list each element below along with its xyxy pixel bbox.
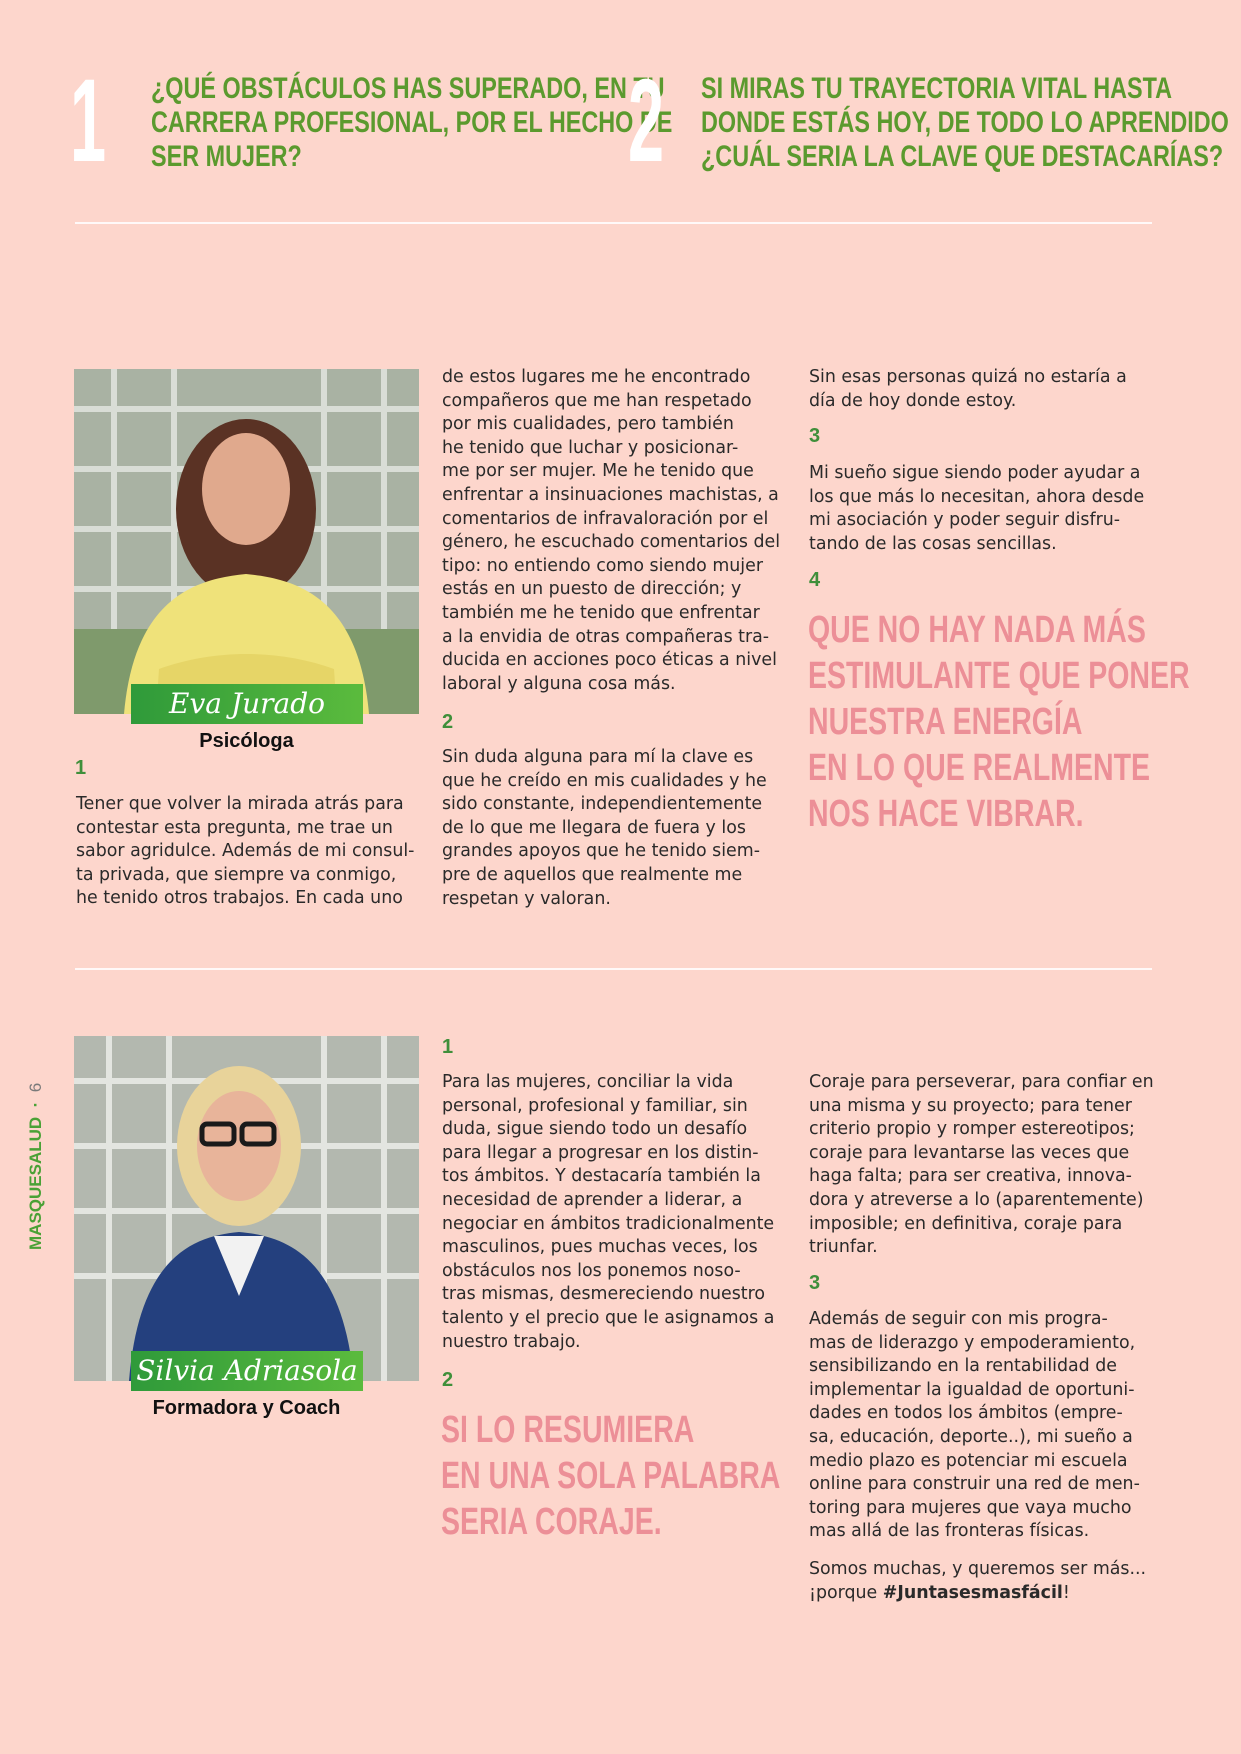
eva-jurado-role: Psicóloga [199,730,294,752]
side-brand: MASQUESALUD · 6 [26,1082,45,1250]
eva-answer-1-label: 1 [75,757,87,779]
header-divider [75,222,1152,224]
eva-answer-2-col3: Sin esas personas quizá no estaría a día de hoy donde estoy. [809,367,1127,411]
closing-prefix: ¡porque [809,1582,883,1603]
silvia-pull-quote: SI LO RESUMIERA EN UNA SOLA PALABRA SERIA CORAJE. [441,1409,781,1543]
silvia-answer-3: Además de seguir con mis progra- mas de liderazgo y empoderamiento, sensibilizando en la rentabilidad de implementar la igualdad de oportuni- dades en todos los ámbitos (empre- sa, educación, deporte..), mi sueño a medio plazo es potenciar mi escuela online para construir una red de men- toring para mujeres que vaya mucho mas allá de las fronteras físicas. [809,1309,1140,1542]
closing-suffix: ! [1062,1582,1070,1603]
silvia-answer-3-label: 3 [809,1272,821,1294]
eva-answer-2: Sin duda alguna para mí la clave es que he creído en mis cualidades y he sido constante, independientemente de lo que me llegara de fuera y los grandes apoyos que he tenido siem- pre de aquellos que realmente me respetan y valoran. [442,747,767,909]
silvia-answer-1-label: 1 [442,1036,454,1058]
eva-pull-quote: QUE NO HAY NADA MÁS ESTIMULANTE QUE PONER NUESTRA ENERGÍA EN LO QUE REALMENTE NOS HACE VIBRAR. [808,609,1190,835]
silvia-closing: Somos muchas, y queremos ser más... ¡porque #Juntasesmasfácil! [809,1559,1147,1603]
question-1-number: 1 [70,55,107,187]
eva-answer-1-col1: Tener que volver la mirada atrás para contestar esta pregunta, me trae un sabor agridulce. Además de mi consul- ta privada, que siempre va conmigo, he tenido otros trabajos. En cada uno [76,794,415,909]
eva-answer-1-col2: de estos lugares me he encontrado compañeros que me han respetado por mis cualidades, pero también he tenido que luchar y posicionar- me por ser mujer. Me he tenido que enfrentar a insinuaciones machistas, a comentarios de infravaloración por el género, he escuchado comentarios del tipo: no entiendo como siendo mujer estás en un puesto de dirección; y también me he tenido que enfrentar a la envidia de otras compañeras tra- ducida en acciones poco éticas a nivel laboral y alguna cosa más. [442,367,781,694]
question-2-number: 2 [628,55,665,187]
section-divider [75,968,1152,970]
silvia-answer-2-label: 2 [442,1369,454,1391]
silvia-adriasola-photo [74,1036,419,1381]
silvia-answer-1: Para las mujeres, conciliar la vida personal, profesional y familiar, sin duda, sigue siendo todo un desafío para llegar a progresar en los distin- tos ámbitos. Y destacaría también la necesidad de aprender a liderar, a negociar en ámbitos tradicionalmente masculinos, pues muchas veces, los obstáculos nos los ponemos noso- tras mismas, desmereciendo nuestro talento y el precio que le asignamos a nuestro trabajo. [442,1072,775,1352]
silvia-adriasola-name: Silvia Adriasola [131,1351,363,1391]
eva-jurado-photo [74,369,419,714]
eva-answer-2-label: 2 [442,711,454,733]
hashtag: #Juntasesmasfácil [882,1582,1063,1603]
silvia-adriasola-role: Formadora y Coach [152,1397,341,1419]
eva-jurado-name: Eva Jurado [131,684,363,724]
eva-answer-3: Mi sueño sigue siendo poder ayudar a los que más lo necesitan, ahora desde mi asociación y poder seguir disfru- tando de las cosas sencillas. [809,463,1145,554]
question-1-text: ¿QUÉ OBSTÁCULOS HAS SUPERADO, EN TU CARRERA PROFESIONAL, POR EL HECHO DE SER MUJER? [151,72,673,173]
eva-answer-3-label: 3 [809,425,821,447]
eva-answer-4-label: 4 [809,569,821,591]
question-2-text: SI MIRAS TU TRAYECTORIA VITAL HASTA DONDE ESTÁS HOY, DE TODO LO APRENDIDO ¿CUÁL SERIA LA CLAVE QUE DESTACARÍAS? [701,72,1229,173]
silvia-answer-2-col3: Coraje para perseverar, para confiar en una misma y su proyecto; para tener criterio propio y romper estereotipos; coraje para levantarse las veces que haga falta; para ser creativa, innova- dora y atreverse a lo (aparentemente) imposible; en definitiva, coraje para triunfar. [809,1072,1154,1258]
page-number: 6 [26,1082,45,1093]
